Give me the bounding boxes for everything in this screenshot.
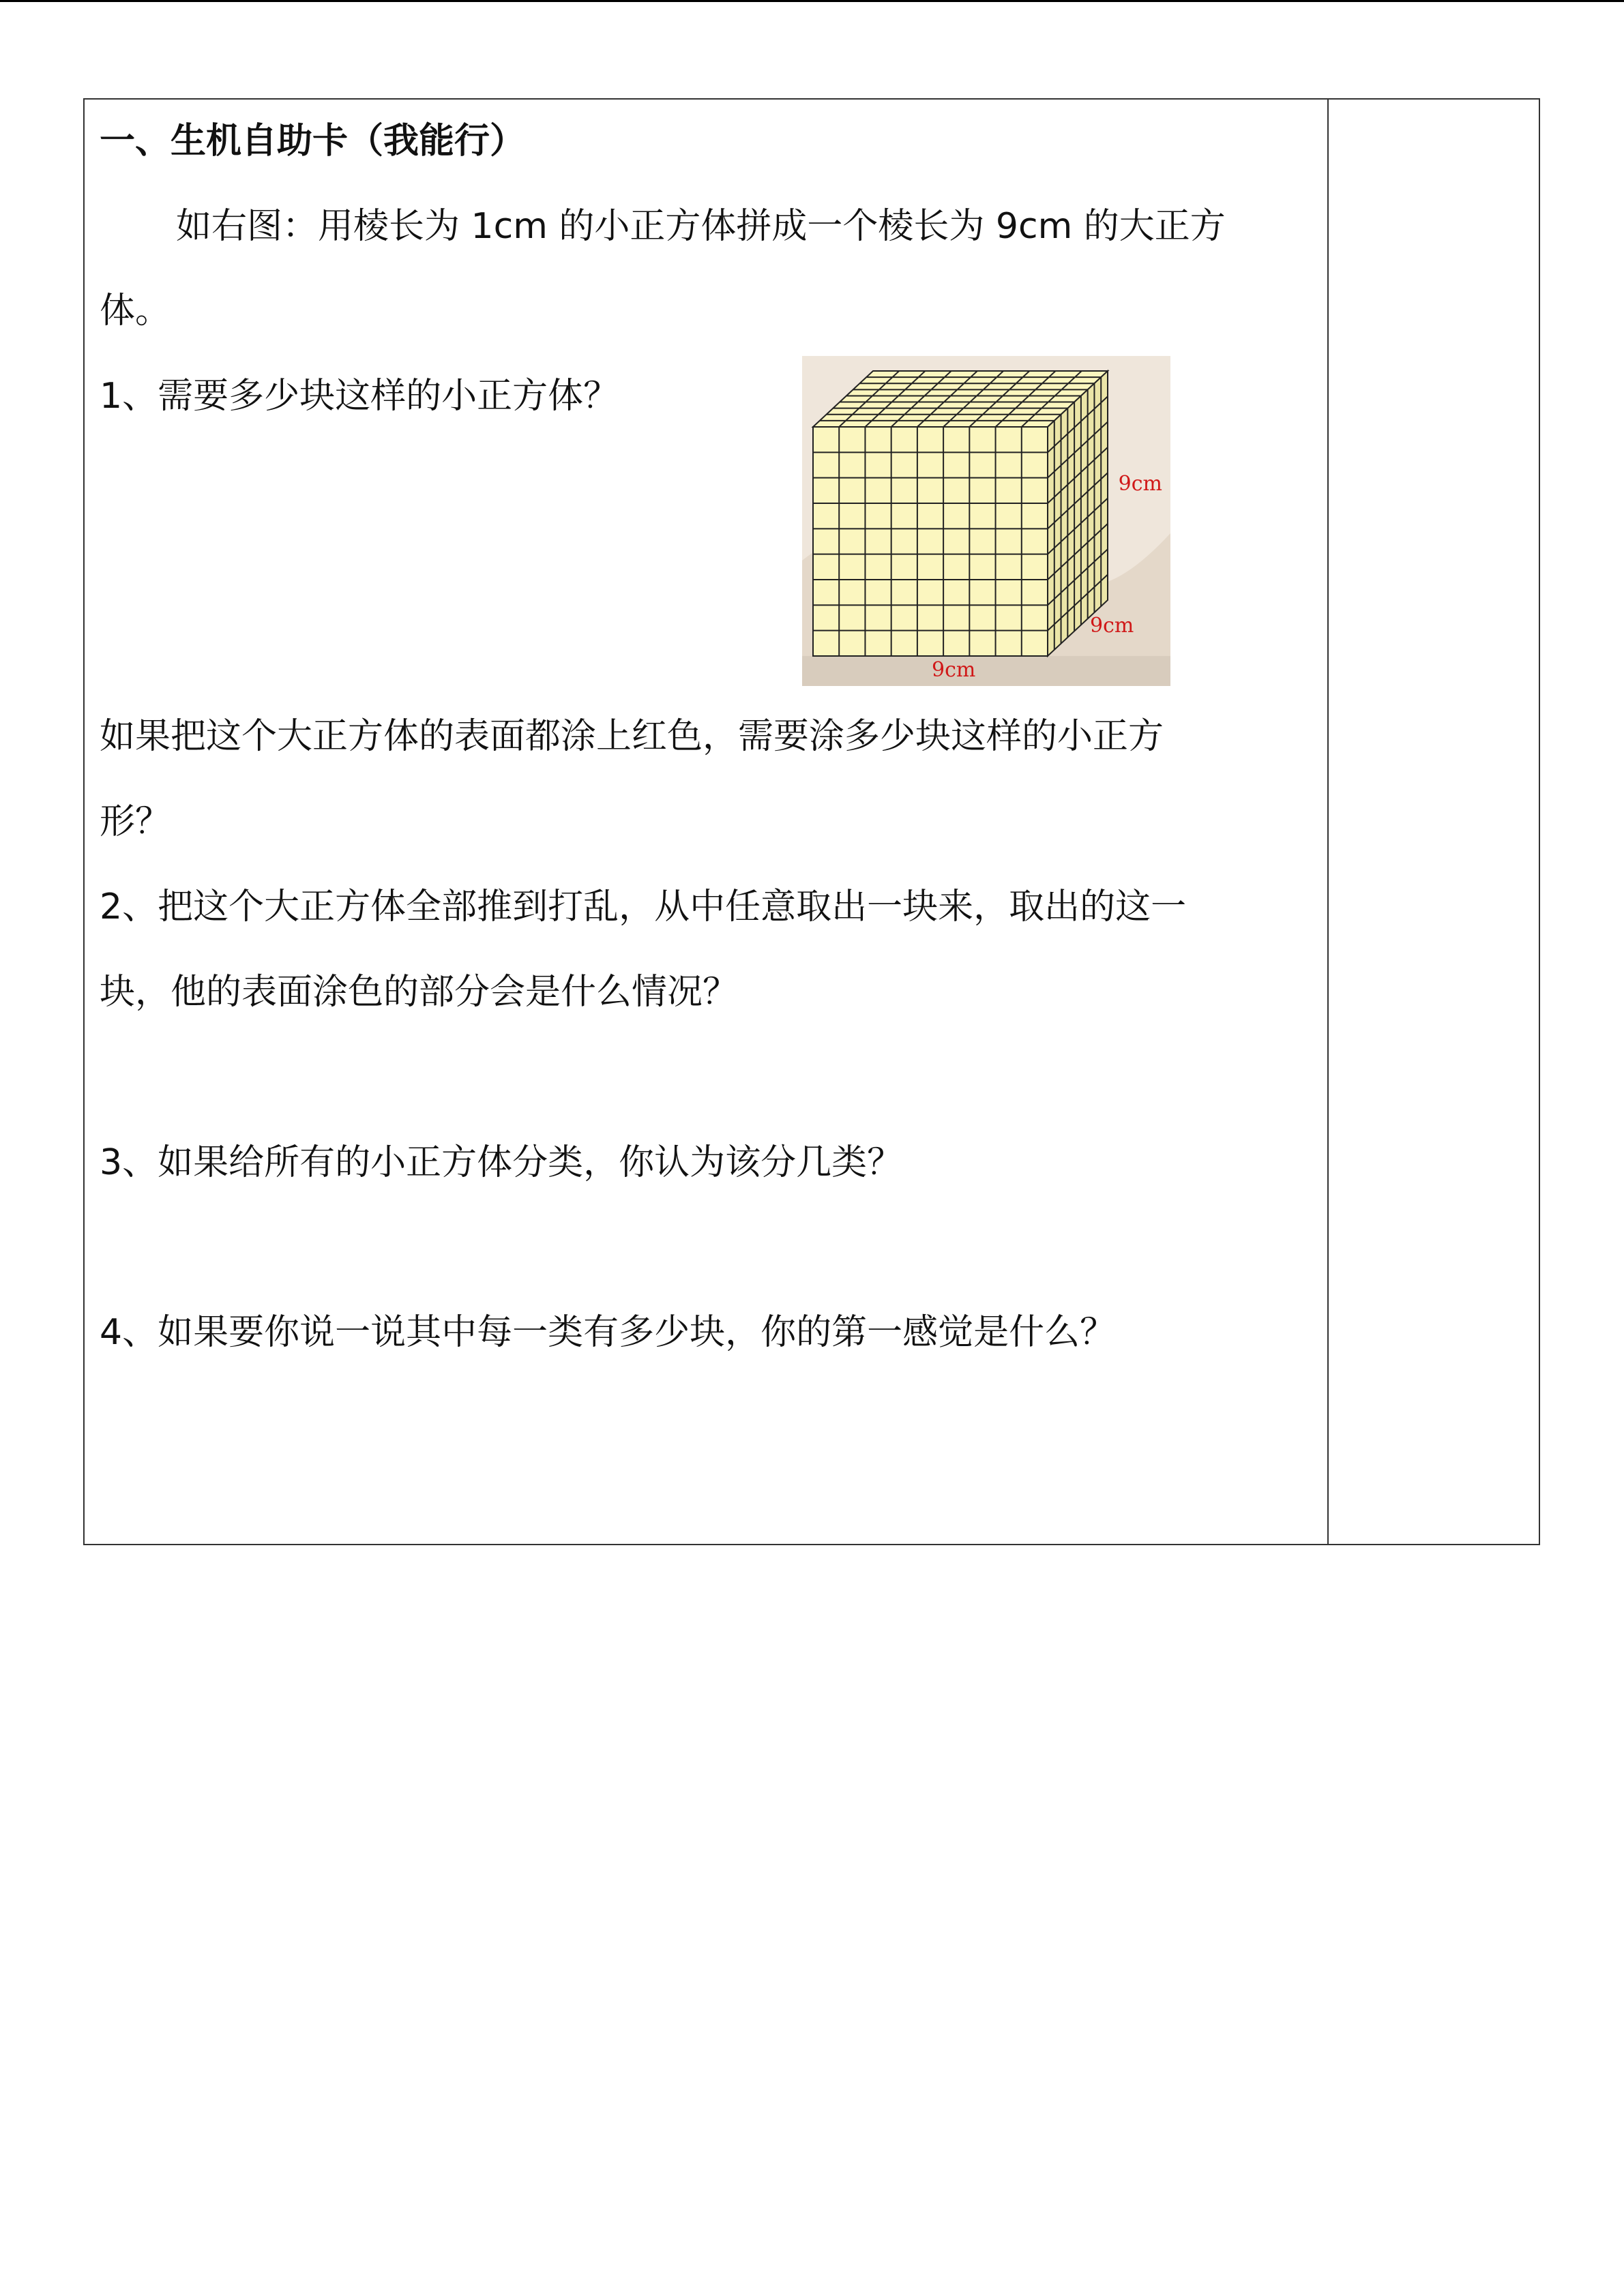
intro-text-line-1: 如右图：用棱长为 1cm 的小正方体拼成一个棱长为 9cm 的大正方: [176, 206, 1226, 247]
label-width: 9cm: [932, 658, 976, 682]
question-3: 3、如果给所有的小正方体分类，你认为该分几类？: [100, 1142, 903, 1183]
label-height: 9cm: [1118, 472, 1162, 496]
question-2-line-2: 块，他的表面涂色的部分会是什么情况？: [100, 972, 739, 1013]
cube-figure: [802, 356, 1170, 686]
section-heading: 一、生机自助卡（我能行）: [100, 121, 526, 162]
page-top-rule: [0, 0, 1624, 2]
table-column-divider: [1327, 98, 1329, 1545]
question-1-followup-line-1: 如果把这个大正方体的表面都涂上红色，需要涂多少块这样的小正方: [100, 716, 1164, 757]
label-depth: 9cm: [1090, 614, 1134, 638]
question-1-followup-line-2: 形？: [100, 801, 171, 842]
cube-faces: [813, 371, 1108, 656]
question-1: 1、需要多少块这样的小正方体？: [100, 376, 619, 417]
figure-floor-strip: [802, 656, 1170, 686]
intro-text-line-2: 体。: [100, 290, 171, 331]
question-4: 4、如果要你说一说其中每一类有多少块，你的第一感觉是什么？: [100, 1312, 1116, 1353]
cube-front-face: [813, 427, 1048, 656]
cube-illustration: [802, 356, 1170, 686]
question-2-line-1: 2、把这个大正方体全部推到打乱，从中任意取出一块来，取出的这一: [100, 886, 1187, 927]
